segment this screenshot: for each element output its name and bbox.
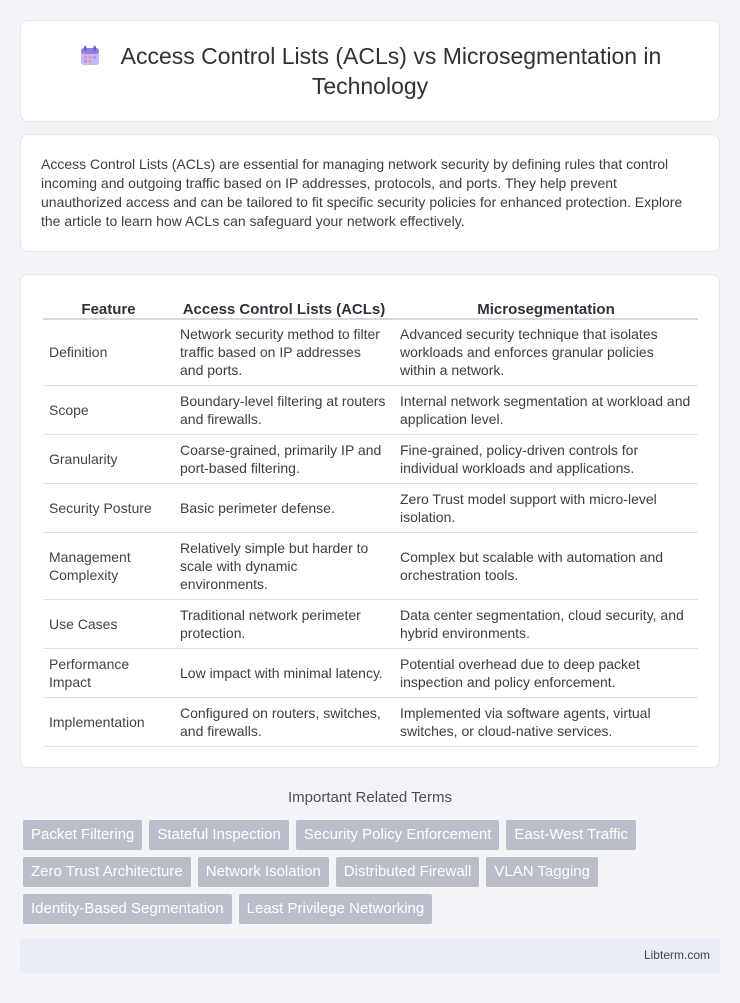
feature-cell: Use Cases — [43, 599, 174, 648]
acl-cell: Basic perimeter defense. — [174, 483, 394, 532]
header-feature: Feature — [43, 295, 174, 319]
acl-cell: Configured on routers, switches, and firewalls. — [174, 697, 394, 746]
table-row — [43, 434, 698, 483]
footer — [20, 938, 720, 973]
related-term-tag[interactable]: VLAN Tagging — [486, 857, 598, 887]
comparison-table-card — [20, 274, 720, 768]
acl-cell: Relatively simple but harder to scale with dynamic environments. — [174, 532, 394, 599]
acl-cell: Low impact with minimal latency. — [174, 648, 394, 697]
related-term-tag[interactable]: Zero Trust Architecture — [23, 857, 191, 887]
feature-cell: Scope — [43, 385, 174, 434]
table-row — [43, 385, 698, 434]
table-row — [43, 648, 698, 697]
page-title: Access Control Lists (ACLs) vs Microsegmentation in Technology — [120, 43, 662, 99]
related-term-tag[interactable]: Security Policy Enforcement — [296, 820, 500, 850]
related-term-tag[interactable]: Packet Filtering — [23, 820, 142, 850]
feature-cell: Implementation — [43, 697, 174, 746]
microseg-cell: Implemented via software agents, virtual switches, or cloud-native services. — [394, 697, 698, 746]
microseg-cell: Data center segmentation, cloud security, and hybrid environments. — [394, 599, 698, 648]
related-term-tag[interactable]: Network Isolation — [198, 857, 329, 887]
table-row — [43, 532, 698, 599]
feature-cell: Management Complexity — [43, 532, 174, 599]
microseg-cell: Zero Trust model support with micro-level isolation. — [394, 483, 698, 532]
related-term-tag[interactable]: East-West Traffic — [506, 820, 636, 850]
table-row — [43, 319, 698, 385]
header-acls: Access Control Lists (ACLs) — [174, 295, 394, 319]
microseg-cell: Fine-grained, policy-driven controls for individual workloads and applications. — [394, 434, 698, 483]
microseg-cell: Complex but scalable with automation and orchestration tools. — [394, 532, 698, 599]
related-terms-list — [23, 820, 723, 924]
feature-cell: Performance Impact — [43, 648, 174, 697]
feature-cell: Definition — [43, 319, 174, 385]
microseg-cell: Potential overhead due to deep packet inspection and policy enforcement. — [394, 648, 698, 697]
table-row — [43, 697, 698, 746]
table-header-row — [43, 295, 698, 319]
footer-brand-link[interactable]: Libterm.com — [643, 948, 710, 962]
acl-cell: Network security method to filter traffic based on IP addresses and ports. — [174, 319, 394, 385]
comparison-table — [43, 295, 698, 747]
acl-cell: Boundary-level filtering at routers and firewalls. — [174, 385, 394, 434]
table-row — [43, 483, 698, 532]
header-microsegmentation: Microsegmentation — [394, 295, 698, 319]
related-term-tag[interactable]: Stateful Inspection — [149, 820, 288, 850]
related-term-tag[interactable]: Least Privilege Networking — [239, 894, 433, 924]
table-row — [43, 599, 698, 648]
acl-cell: Coarse-grained, primarily IP and port-based filtering. — [174, 434, 394, 483]
page-title-wrap — [51, 41, 689, 101]
intro-card — [20, 134, 720, 252]
microseg-cell: Internal network segmentation at workload and application level. — [394, 385, 698, 434]
feature-cell: Security Posture — [43, 483, 174, 532]
title-card — [20, 20, 720, 122]
calendar-icon — [79, 44, 101, 66]
acl-cell: Traditional network perimeter protection. — [174, 599, 394, 648]
related-term-tag[interactable]: Distributed Firewall — [336, 857, 480, 887]
intro-text: Access Control Lists (ACLs) are essential for managing network security by defining rules that control incoming and outgoing traffic based on IP addresses, protocols, and ports. They help prevent unauthorized access and can be tailored to fit specific security policies for enhanced protection. Explore the article to learn how ACLs can safeguard your network effectively. — [41, 156, 683, 229]
related-term-tag[interactable]: Identity-Based Segmentation — [23, 894, 232, 924]
microseg-cell: Advanced security technique that isolates workloads and enforces granular policies within a network. — [394, 319, 698, 385]
related-terms-title: Important Related Terms — [288, 789, 452, 806]
feature-cell: Granularity — [43, 434, 174, 483]
